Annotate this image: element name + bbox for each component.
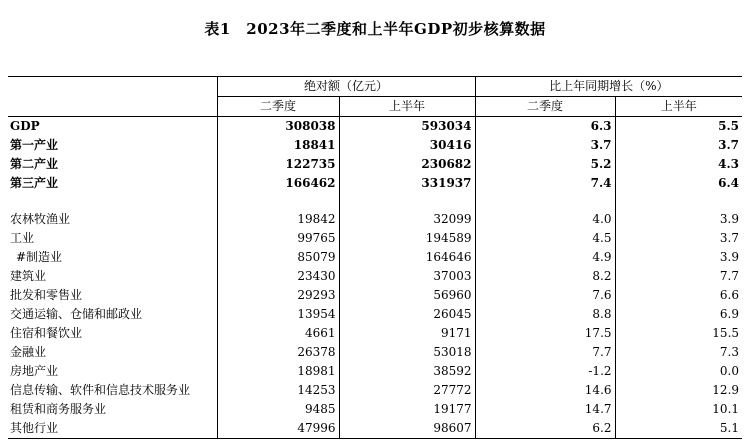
row-name: 信息传输、软件和信息技术服务业 bbox=[8, 381, 217, 400]
table-row bbox=[8, 381, 742, 400]
q2-abs-value: 4661 bbox=[217, 324, 339, 343]
header-h1-abs: 上半年 bbox=[339, 97, 475, 117]
row-name: 金融业 bbox=[8, 343, 217, 362]
h1-abs-value: 38592 bbox=[339, 362, 475, 381]
h1-growth-value: 0.0 bbox=[719, 364, 740, 378]
q2-abs-value: 166462 bbox=[217, 174, 339, 193]
q2-growth-value: 3.7 bbox=[475, 136, 615, 155]
h1-growth-value: 10.1 bbox=[712, 402, 740, 416]
table-row bbox=[8, 136, 742, 155]
q2-abs-value: 9485 bbox=[217, 400, 339, 419]
q2-growth-value: -1.2 bbox=[475, 362, 615, 381]
row-name: 第二产业 bbox=[8, 155, 217, 174]
header-absolute: 绝对额（亿元） bbox=[217, 77, 475, 97]
q2-growth-value: 14.7 bbox=[475, 400, 615, 419]
table-title: 表1 2023年二季度和上半年GDP初步核算数据 bbox=[204, 20, 546, 38]
h1-abs-value: 194589 bbox=[339, 229, 475, 248]
h1-abs-value: 30416 bbox=[339, 136, 475, 155]
q2-abs-value: 14253 bbox=[217, 381, 339, 400]
h1-abs-value: 230682 bbox=[339, 155, 475, 174]
header-blank bbox=[8, 97, 217, 117]
row-name: 农林牧渔业 bbox=[8, 210, 217, 229]
h1-abs-value: 56960 bbox=[339, 286, 475, 305]
row-name: 批发和零售业 bbox=[8, 286, 217, 305]
q2-abs-value: 18981 bbox=[217, 362, 339, 381]
spacer bbox=[8, 193, 742, 210]
q2-growth-value: 4.9 bbox=[475, 248, 615, 267]
gdp-table bbox=[8, 76, 742, 439]
row-name: 住宿和餐饮业 bbox=[8, 324, 217, 343]
table-row bbox=[8, 286, 742, 305]
table-row bbox=[8, 155, 742, 174]
header-h1-growth: 上半年 bbox=[615, 97, 742, 117]
q2-growth-value: 4.0 bbox=[475, 210, 615, 229]
q2-abs-value: 18841 bbox=[217, 136, 339, 155]
table-row bbox=[8, 343, 742, 362]
h1-growth-value: 3.7 bbox=[719, 231, 740, 245]
q2-abs-value: 13954 bbox=[217, 305, 339, 324]
h1-growth-value: 5.5 bbox=[718, 119, 740, 133]
q2-growth-value: 6.2 bbox=[475, 419, 615, 439]
row-name: 工业 bbox=[8, 229, 217, 248]
table-row bbox=[8, 117, 742, 137]
h1-growth-value: 3.9 bbox=[719, 250, 740, 264]
table-row bbox=[8, 210, 742, 229]
h1-abs-value: 164646 bbox=[339, 248, 475, 267]
h1-growth-value: 6.6 bbox=[719, 288, 740, 302]
q2-growth-value: 6.3 bbox=[475, 117, 615, 137]
q2-abs-value: 99765 bbox=[217, 229, 339, 248]
h1-growth-value: 15.5 bbox=[712, 326, 740, 340]
q2-abs-value: 23430 bbox=[217, 267, 339, 286]
row-name: GDP bbox=[8, 117, 217, 137]
header-q2-abs: 二季度 bbox=[217, 97, 339, 117]
header-growth: 比上年同期增长（%） bbox=[475, 77, 742, 97]
h1-growth-value: 4.3 bbox=[718, 157, 740, 171]
h1-abs-value: 9171 bbox=[339, 324, 475, 343]
header-row-group bbox=[8, 77, 742, 97]
h1-abs-value: 37003 bbox=[339, 267, 475, 286]
h1-abs-value: 331937 bbox=[339, 174, 475, 193]
q2-growth-value: 7.6 bbox=[475, 286, 615, 305]
q2-abs-value: 26378 bbox=[217, 343, 339, 362]
h1-abs-value: 19177 bbox=[339, 400, 475, 419]
q2-abs-value: 308038 bbox=[217, 117, 339, 137]
table-row bbox=[8, 400, 742, 419]
q2-growth-value: 14.6 bbox=[475, 381, 615, 400]
table-row bbox=[8, 174, 742, 193]
h1-abs-value: 27772 bbox=[339, 381, 475, 400]
h1-abs-value: 32099 bbox=[339, 210, 475, 229]
q2-growth-value: 8.8 bbox=[475, 305, 615, 324]
header-q2-growth: 二季度 bbox=[475, 97, 615, 117]
table-row bbox=[8, 248, 742, 267]
table-row bbox=[8, 362, 742, 381]
q2-growth-value: 5.2 bbox=[475, 155, 615, 174]
row-name: 第一产业 bbox=[8, 136, 217, 155]
q2-abs-value: 29293 bbox=[217, 286, 339, 305]
row-name: 交通运输、仓储和邮政业 bbox=[8, 305, 217, 324]
q2-abs-value: 19842 bbox=[217, 210, 339, 229]
row-name: 第三产业 bbox=[8, 174, 217, 193]
q2-abs-value: 85079 bbox=[217, 248, 339, 267]
h1-growth-value: 6.9 bbox=[719, 307, 740, 321]
h1-abs-value: 98607 bbox=[339, 419, 475, 439]
h1-growth-value: 7.3 bbox=[719, 345, 740, 359]
table-row bbox=[8, 419, 742, 439]
header-row-sub bbox=[8, 97, 742, 117]
h1-growth-value: 7.7 bbox=[719, 269, 740, 283]
h1-growth-value: 6.4 bbox=[718, 176, 740, 190]
h1-growth-value: 3.9 bbox=[719, 212, 740, 226]
header-blank bbox=[8, 77, 217, 97]
h1-abs-value: 53018 bbox=[339, 343, 475, 362]
table-row bbox=[8, 324, 742, 343]
row-name: #制造业 bbox=[8, 248, 217, 267]
q2-growth-value: 7.4 bbox=[475, 174, 615, 193]
row-name: 建筑业 bbox=[8, 267, 217, 286]
row-name: 房地产业 bbox=[8, 362, 217, 381]
row-name: 租赁和商务服务业 bbox=[8, 400, 217, 419]
h1-abs-value: 26045 bbox=[339, 305, 475, 324]
h1-growth-value: 3.7 bbox=[718, 138, 740, 152]
q2-growth-value: 8.2 bbox=[475, 267, 615, 286]
industry-rows bbox=[8, 210, 742, 439]
table-row bbox=[8, 305, 742, 324]
h1-abs-value: 593034 bbox=[339, 117, 475, 137]
q2-abs-value: 47996 bbox=[217, 419, 339, 439]
h1-growth-value: 5.1 bbox=[615, 419, 742, 439]
summary-rows bbox=[8, 117, 742, 194]
q2-growth-value: 17.5 bbox=[475, 324, 615, 343]
h1-growth-value: 12.9 bbox=[712, 383, 740, 397]
table-row bbox=[8, 267, 742, 286]
q2-abs-value: 122735 bbox=[217, 155, 339, 174]
row-name: 其他行业 bbox=[8, 419, 217, 439]
q2-growth-value: 4.5 bbox=[475, 229, 615, 248]
q2-growth-value: 7.7 bbox=[475, 343, 615, 362]
table-row bbox=[8, 229, 742, 248]
